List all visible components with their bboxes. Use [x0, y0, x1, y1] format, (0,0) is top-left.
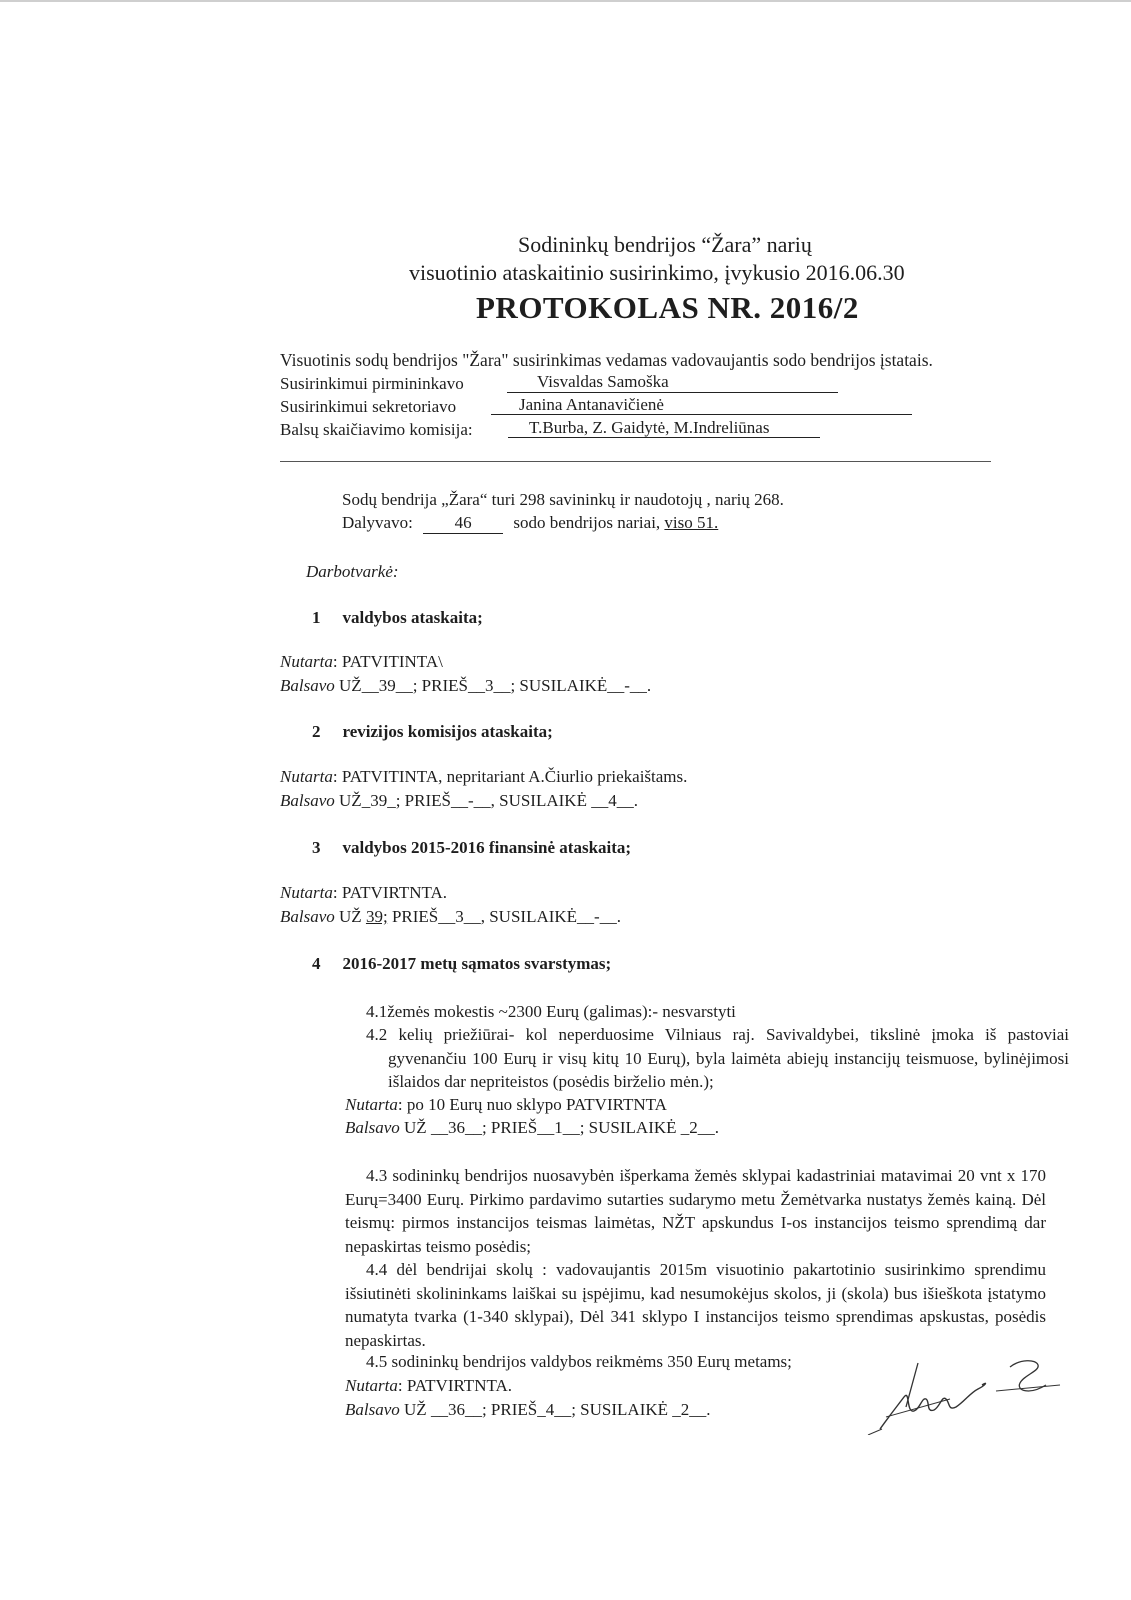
header-line-1: Sodininkų bendrijos “Žara” narių: [518, 232, 812, 257]
page-title: PROTOKOLAS NR. 2016/2: [476, 290, 859, 325]
vote-2: Balsavo UŽ_39_; PRIEŠ__-__, SUSILAIKĖ __4__.: [280, 791, 638, 810]
agenda-item-2: 2 revizijos komisijos ataskaita;: [312, 722, 553, 741]
subitem-4-2: 4.2 kelių priežiūrai- kol neperduosime Vilniaus raj. Savivaldybei, tikslinė įmoka iš pastoviai gyvenančiu 100 Eurų ir visų kitų 10 Eurų), byla laimėta abiejų instancijų teismuose, bylinėjimosi išlaidos dar nepriteistos (posėdis birželio mėn.);: [366, 1025, 1069, 1091]
vote-4a: Balsavo UŽ __36__; PRIEŠ__1__; SUSILAIKĖ _2__.: [345, 1118, 720, 1137]
decision-4a: Nutarta: po 10 Eurų nuo sklypo PATVIRTNTA: [345, 1095, 667, 1114]
vote-4b: Balsavo UŽ __36__; PRIEŠ_4__; SUSILAIKĖ _2__.: [345, 1400, 711, 1419]
participation-line: [342, 513, 718, 534]
commission-label: Balsų skaičiavimo komisija:: [280, 420, 473, 439]
members-line: Sodų bendrija „Žara“ turi 298 savininkų ir naudotojų , narių 268.: [342, 490, 784, 509]
vote-1: Balsavo UŽ__39__; PRIEŠ__3__; SUSILAIKĖ__-__.: [280, 676, 652, 695]
commission-underline: [508, 437, 820, 438]
participated-label: Dalyvavo:: [342, 513, 413, 532]
secretary-label: Susirinkimui sekretoriavo: [280, 397, 457, 416]
agenda-item-4: 4 2016-2017 metų sąmatos svarstymas;: [312, 954, 612, 973]
intro-line: Visuotinis sodų bendrijos "Žara" susirinkimas vedamas vadovaujantis sodo bendrijos įstatais.: [280, 350, 933, 370]
subitem-4-1: 4.1žemės mokestis ~2300 Eurų (galimas):- nesvarstyti: [366, 1002, 736, 1021]
decision-2: Nutarta: PATVITINTA, nepritariant A.Čiurlio priekaištams.: [280, 767, 688, 786]
decision-4b: Nutarta: PATVIRTNTA.: [345, 1376, 513, 1395]
commission-value: T.Burba, Z. Gaidytė, M.Indreliūnas: [529, 418, 770, 437]
secretary-underline: [491, 414, 912, 415]
decision-1: Nutarta: PATVITINTA\: [280, 652, 443, 671]
chair-underline: [507, 392, 838, 393]
signature-scribble: [860, 1355, 1070, 1435]
vote-3: Balsavo UŽ 39; PRIEŠ__3__, SUSILAIKĖ__-__.: [280, 907, 621, 926]
chair-value: Visvaldas Samoška: [537, 372, 669, 391]
agenda-label: Darbotvarkė:: [306, 562, 399, 581]
subitem-4-3: 4.3 sodininkų bendrijos nuosavybėn išperkama žemės sklypai kadastriniai matavimai 20 vnt x 170 Eurų=3400 Eurų. Pirkimo pardavimo sutarties sudarymo metu Žemėtvarka nustatys žemės kainą. Dėl teismų: pirmos instancijos teismas laimėtas, NŽT apskundus I-os instancijos teismo sprendimą dar nepaskirtas teismo posėdis;: [345, 1166, 1046, 1256]
agenda-item-3: 3 valdybos 2015-2016 finansinė ataskaita;: [312, 838, 632, 857]
section-divider: [280, 461, 991, 462]
decision-3: Nutarta: PATVIRTNTA.: [280, 883, 448, 902]
total-text: viso 51.: [664, 513, 719, 532]
agenda-item-1: 1 valdybos ataskaita;: [312, 608, 483, 627]
header-line-2: visuotinio ataskaitinio susirinkimo, įvykusio 2016.06.30: [409, 260, 905, 285]
chair-label: Susirinkimui pirmininkavo: [280, 374, 464, 393]
participated-text: sodo bendrijos nariai,: [513, 513, 661, 532]
secretary-value: Janina Antanavičienė: [519, 395, 664, 414]
subitem-4-4: 4.4 dėl bendrijai skolų : vadovaujantis 2015m visuotinio pakartotinio susirinkimo sprendimu išsiutinėti skolininkams laiškai su įspėjimu, kad nesumokėjus skolos, ji (skola) bus išieškota įstatymo numatyta tvarka (1-340 sklypai), Dėl 341 sklypo I instancijos teismo sprendimas apskustas, posėdis nepaskirtas.: [345, 1260, 1046, 1350]
subitem-4-5: 4.5 sodininkų bendrijos valdybos reikmėms 350 Eurų metams;: [366, 1352, 792, 1371]
page-top-edge: [0, 0, 1131, 2]
participated-value: 46: [423, 513, 503, 534]
